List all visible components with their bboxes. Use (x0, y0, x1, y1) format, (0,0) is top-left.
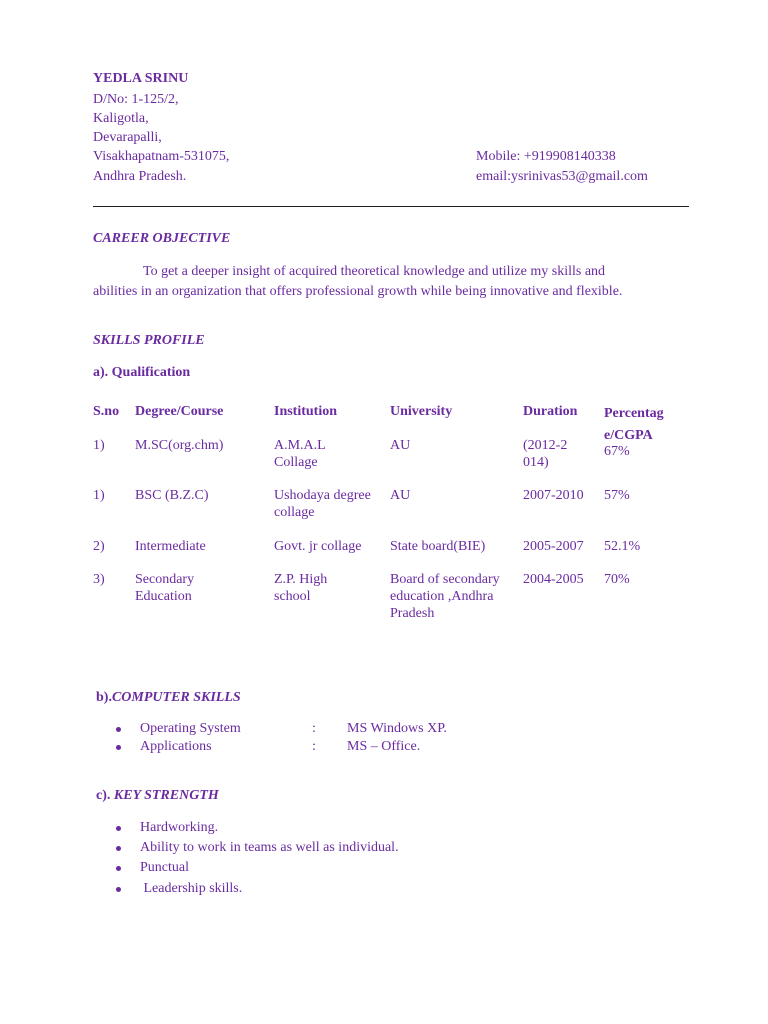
bullet-icon (116, 826, 121, 831)
table-cell: Govt. jr collage (274, 539, 362, 554)
bullet-icon (116, 745, 121, 750)
address-line: Andhra Pradesh. (93, 169, 187, 184)
table-cell: 57% (604, 488, 630, 503)
skill-label: Operating System (140, 721, 241, 736)
table-cell: BSC (B.Z.C) (135, 488, 209, 503)
strength-item: Hardworking. (140, 820, 219, 835)
address-line: Visakhapatnam-531075, (93, 149, 230, 164)
table-cell: 1) (93, 488, 105, 503)
strength-item: Punctual (140, 860, 189, 875)
skill-separator: : (312, 739, 316, 754)
table-cell: AU (390, 488, 411, 503)
key-strength-heading (96, 788, 219, 804)
strength-item: Ability to work in teams as well as individual. (140, 840, 399, 855)
table-cell: 67% (604, 444, 630, 459)
column-header: S.no (93, 404, 120, 419)
table-cell: 1) (93, 438, 105, 453)
table-cell: A.M.A.L Collage (274, 438, 326, 470)
table-cell: 2004-2005 (523, 572, 584, 587)
email-address: email:ysrinivas53@gmail.com (476, 169, 648, 184)
bullet-icon (116, 846, 121, 851)
table-cell: Secondary Education (135, 572, 195, 604)
table-cell: 3) (93, 572, 105, 587)
bullet-icon (116, 727, 121, 732)
computer-skills-heading (96, 690, 241, 706)
bullet-icon (116, 887, 121, 892)
column-header: Degree/Course (135, 404, 224, 419)
table-cell: M.SC(org.chm) (135, 438, 224, 453)
skill-value: MS Windows XP. (347, 721, 447, 736)
mobile-number: Mobile: +919908140338 (476, 149, 616, 164)
address-line: D/No: 1-125/2, (93, 92, 179, 107)
table-cell: AU (390, 438, 411, 453)
column-header: Institution (274, 404, 338, 419)
section-title: COMPUTER SKILLS (111, 690, 241, 705)
qualification-heading: a). Qualification (93, 365, 191, 380)
table-cell: 2007-2010 (523, 488, 584, 503)
skills-profile-heading: SKILLS PROFILE (93, 333, 205, 348)
career-objective-text: To get a deeper insight of acquired theoretical knowledge and utilize my skills and abilities in an organization that offers professional growth while being innovative and flexible. (93, 264, 623, 299)
header-divider (93, 206, 689, 207)
table-cell: State board(BIE) (390, 539, 486, 554)
skill-label: Applications (140, 739, 212, 754)
table-cell: 52.1% (604, 539, 641, 554)
column-header: Duration (523, 404, 578, 419)
skill-separator: : (312, 721, 316, 736)
career-objective-heading: CAREER OBJECTIVE (93, 231, 231, 246)
column-header: Percentag e/CGPA (604, 406, 664, 443)
table-cell: 70% (604, 572, 630, 587)
skill-value: MS – Office. (347, 739, 421, 754)
table-cell: Z.P. High school (274, 572, 328, 604)
section-title: KEY STRENGTH (113, 788, 219, 803)
strength-item: Leadership skills. (140, 881, 243, 896)
table-cell: (2012-2014) (523, 438, 568, 470)
bullet-icon (116, 866, 121, 871)
candidate-name: YEDLA SRINU (93, 71, 189, 86)
table-cell: 2005-2007 (523, 539, 584, 554)
column-header: University (390, 404, 453, 419)
section-prefix: c). (96, 788, 114, 803)
table-cell: Intermediate (135, 539, 206, 554)
table-cell: Board of secondary education ,Andhra Pradesh (390, 572, 500, 621)
address-line: Kaligotla, (93, 111, 149, 126)
table-cell: 2) (93, 539, 105, 554)
section-prefix: b). (96, 690, 112, 705)
table-cell: Ushodaya degree collage (274, 488, 371, 520)
address-line: Devarapalli, (93, 130, 162, 145)
